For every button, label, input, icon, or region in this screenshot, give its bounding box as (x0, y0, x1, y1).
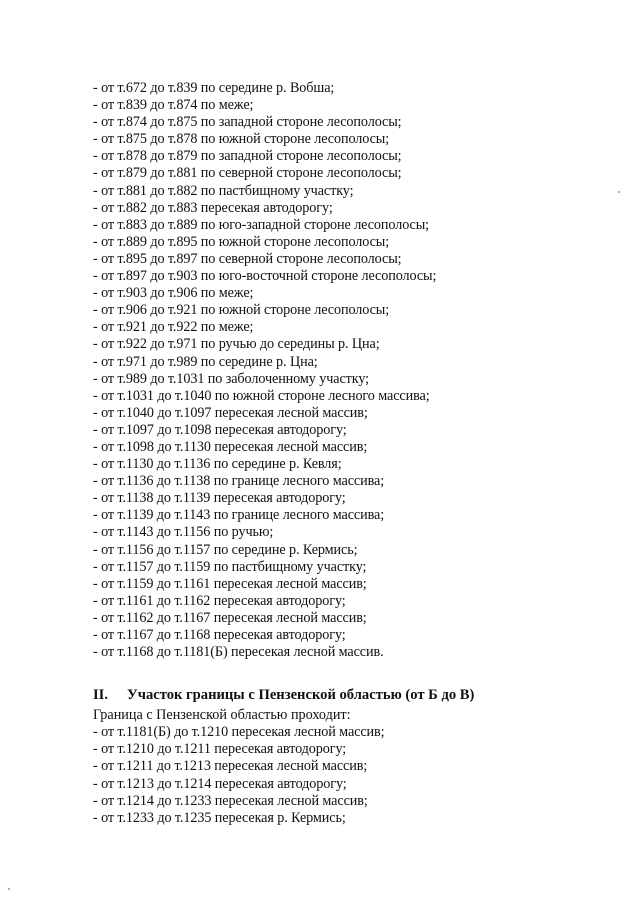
list-item: - от т.1139 до т.1143 по границе лесного массива; (93, 507, 385, 524)
list-item: - от т.1136 до т.1138 по границе лесного массива; (93, 473, 385, 490)
boundary-segment-list-penza (93, 724, 384, 827)
list-item: - от т.1167 до т.1168 пересекая автодорогу; (93, 627, 346, 643)
list-item: - от т.881 до т.882 по пастбищному участку; (93, 182, 354, 199)
list-item: - от т.897 до т.903 по юго-восточной стороне лесополосы; (93, 268, 437, 285)
boundary-segment-list (93, 80, 436, 661)
section-heading (93, 687, 474, 704)
section-title: Участок границы с Пензенской областью (от Б до В) (127, 687, 475, 703)
list-item: - от т.883 до т.889 по юго-западной стороне лесополосы; (93, 216, 430, 233)
list-item: - от т.875 до т.878 по южной стороне лесополосы; (93, 131, 390, 148)
list-item: - от т.1214 до т.1233 пересекая лесной массив; (93, 792, 368, 809)
list-item: - от т.903 до т.906 по меже; (93, 285, 254, 302)
list-item: - от т.882 до т.883 пересекая автодорогу; (93, 199, 333, 216)
list-item: - от т.879 до т.881 по северной стороне лесополосы; (93, 165, 402, 182)
list-item: - от т.1211 до т.1213 пересекая лесной массив; (93, 758, 368, 775)
list-item: - от т.1233 до т.1235 пересекая р. Кермись; (93, 810, 346, 827)
section-intro: Граница с Пензенской областью проходит: (93, 707, 351, 723)
section-number: II. (93, 687, 109, 703)
list-item: - от т.1159 до т.1161 пересекая лесной массив; (93, 575, 367, 592)
list-item: - от т.1098 до т.1130 пересекая лесной массив; (93, 438, 368, 455)
list-item: - от т.874 до т.875 по западной стороне лесополосы; (93, 114, 402, 131)
list-item: - от т.922 до т.971 по ручью до середины р. Цна; (93, 336, 380, 353)
list-item: - от т.1181(Б) до т.1210 пересекая лесной массив; (93, 724, 385, 740)
list-item: - от т.989 до т.1031 по заболоченному участку; (93, 370, 369, 387)
list-item: - от т.895 до т.897 по северной стороне лесополосы; (93, 250, 402, 267)
list-item: - от т.906 до т.921 по южной стороне лесополосы; (93, 302, 390, 319)
list-item: - от т.1168 до т.1181(Б) пересекая лесной массив. (93, 644, 384, 661)
list-item: - от т.1157 до т.1159 по пастбищному участку; (93, 558, 367, 575)
list-item: - от т.1143 до т.1156 по ручью; (93, 524, 274, 541)
list-item: - от т.839 до т.874 по меже; (93, 97, 254, 114)
list-item: - от т.1213 до т.1214 пересекая автодорогу; (93, 775, 347, 792)
list-item: - от т.672 до т.839 по середине р. Вобша; (93, 80, 335, 96)
list-item: - от т.1210 до т.1211 пересекая автодорогу; (93, 741, 347, 758)
list-item: - от т.1156 до т.1157 по середине р. Кермись; (93, 541, 358, 558)
list-item: - от т.878 до т.879 по западной стороне лесополосы; (93, 148, 402, 165)
list-item: - от т.1162 до т.1167 пересекая лесной массив; (93, 609, 367, 626)
list-item: - от т.1130 до т.1136 по середине р. Кевля; (93, 456, 342, 473)
scan-speck (618, 191, 620, 193)
list-item: - от т.1138 до т.1139 пересекая автодорогу; (93, 490, 346, 507)
scan-speck (8, 888, 10, 890)
list-item: - от т.971 до т.989 по середине р. Цна; (93, 353, 318, 370)
list-item: - от т.1161 до т.1162 пересекая автодорогу; (93, 592, 346, 609)
list-item: - от т.1031 до т.1040 по южной стороне лесного массива; (93, 387, 430, 404)
list-item: - от т.1097 до т.1098 пересекая автодорогу; (93, 421, 347, 438)
list-item: - от т.921 до т.922 по меже; (93, 319, 254, 336)
list-item: - от т.889 до т.895 по южной стороне лесополосы; (93, 233, 390, 250)
list-item: - от т.1040 до т.1097 пересекая лесной массив; (93, 404, 368, 421)
